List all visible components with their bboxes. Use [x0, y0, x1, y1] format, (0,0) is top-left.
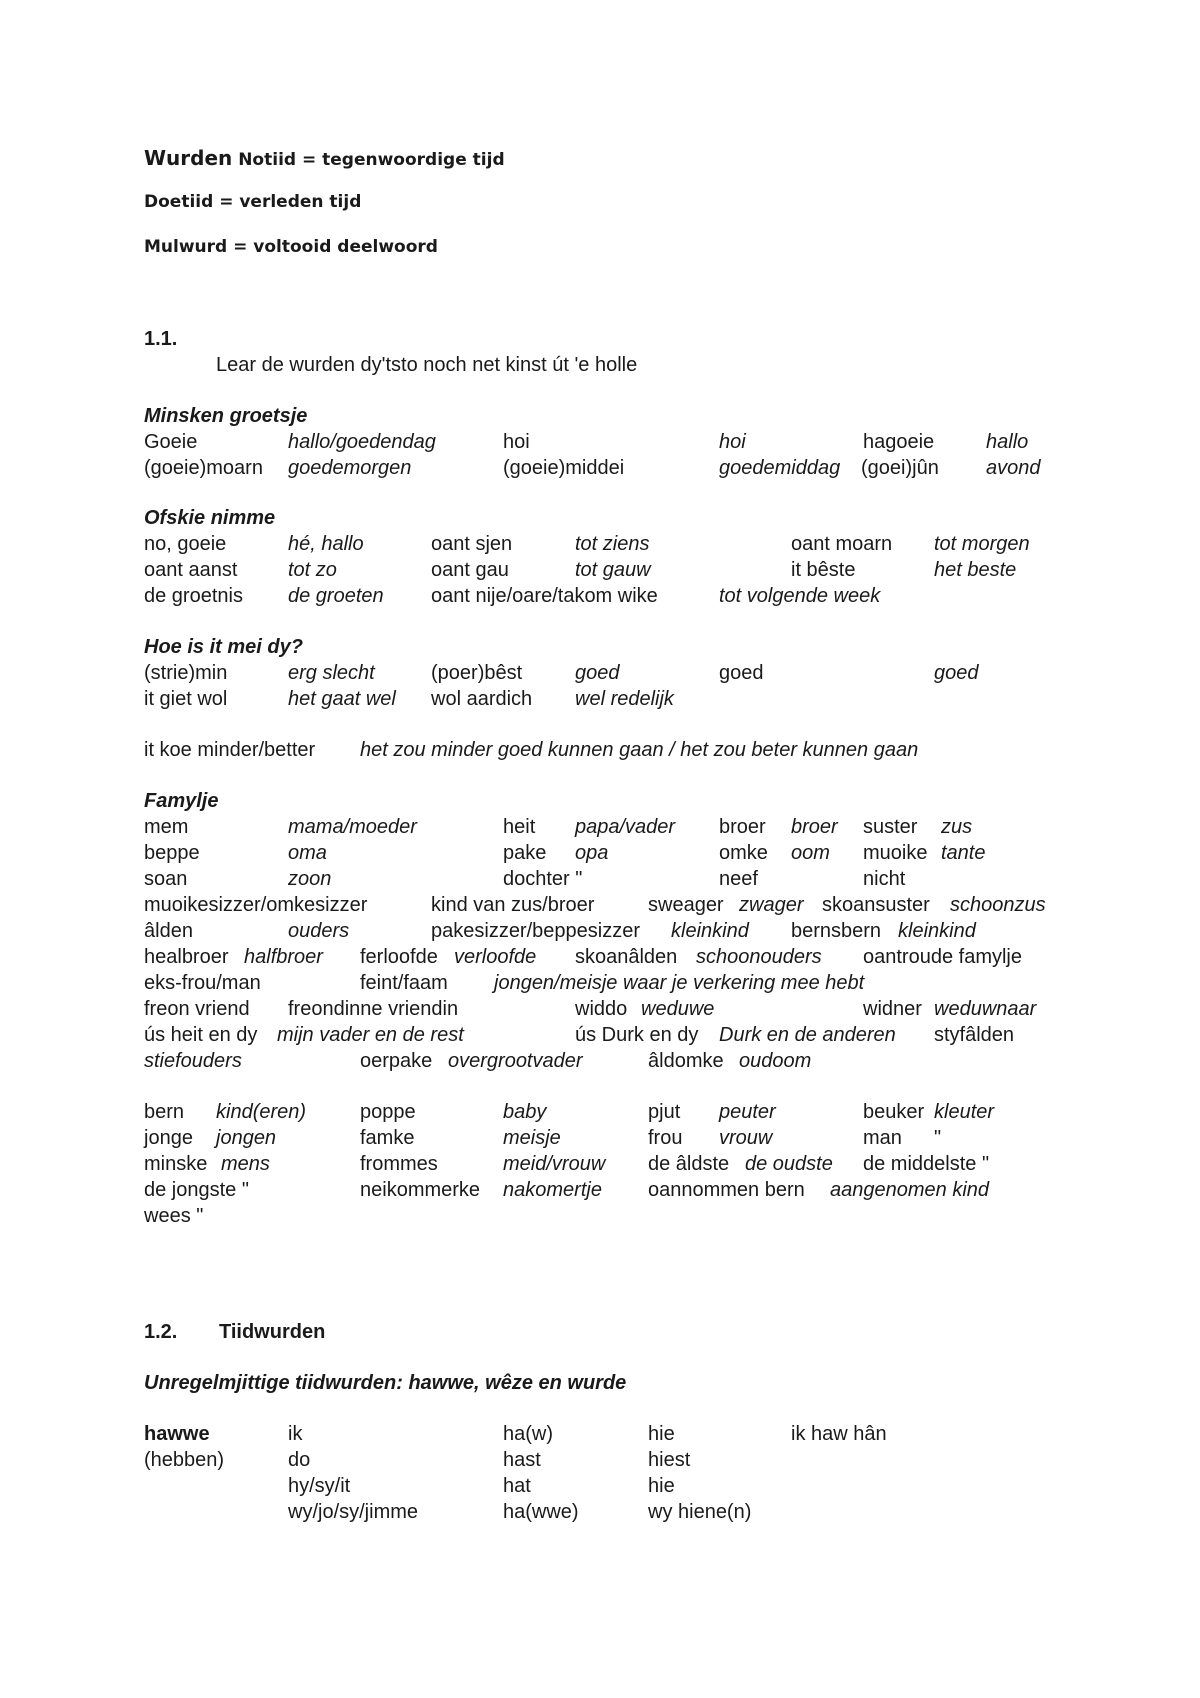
- word-frisian: poppe: [360, 1101, 416, 1123]
- word-dutch: baby: [503, 1101, 547, 1123]
- word-frisian: jonge: [144, 1127, 193, 1149]
- verb-gloss: (hebben): [144, 1449, 225, 1471]
- word-dutch: het beste: [934, 559, 1017, 581]
- word-dutch: mijn vader en de rest: [277, 1024, 464, 1046]
- word-frisian: it bêste: [791, 559, 856, 581]
- pronoun: wy/jo/sy/jimme: [288, 1501, 419, 1523]
- word-frisian: (goeie)moarn: [144, 457, 263, 479]
- header-line-2: Doetiid = verleden tijd: [144, 192, 362, 212]
- word-frisian: frommes: [360, 1153, 438, 1175]
- word-dutch: goedemiddag: [719, 457, 841, 479]
- word-dutch: jongen/meisje waar je verkering mee hebt: [494, 972, 865, 994]
- word-dutch: jongen: [216, 1127, 277, 1149]
- family-heading: [0, 788, 1200, 814]
- word-frisian: pjut: [648, 1101, 681, 1123]
- word-dutch: tot ziens: [575, 533, 650, 555]
- word-dutch: de groeten: [288, 585, 384, 607]
- present-form: hat: [503, 1475, 531, 1497]
- word-frisian: skoanâlden: [575, 946, 678, 968]
- how-row: [0, 660, 1200, 686]
- word-frisian: pake: [503, 842, 547, 864]
- people-row: [0, 1125, 1200, 1151]
- word-frisian: (poer)bêst: [431, 662, 523, 684]
- word-dutch: hoi: [719, 431, 746, 453]
- bye-row: [0, 531, 1200, 557]
- word-frisian: neikommerke: [360, 1179, 481, 1201]
- bye-row: [0, 583, 1200, 609]
- conjugation-row: [0, 1421, 1200, 1447]
- word-frisian: widner: [863, 998, 922, 1020]
- word-dutch: kind(eren): [216, 1101, 307, 1123]
- word-dutch: goed: [934, 662, 979, 684]
- family-row: [0, 1048, 1200, 1074]
- word-frisian: hagoeie: [863, 431, 935, 453]
- how-row: [0, 686, 1200, 712]
- word-dutch: mens: [221, 1153, 270, 1175]
- people-row: [0, 1099, 1200, 1125]
- people-row: [0, 1203, 1200, 1229]
- word-frisian: oant gau: [431, 559, 509, 581]
- header-line-1: [144, 146, 505, 170]
- family-row: [0, 866, 1200, 892]
- past-form: wy hiene(n): [648, 1501, 752, 1523]
- family-row: [0, 1022, 1200, 1048]
- word-dutch: avond: [986, 457, 1041, 479]
- past-form: hie: [648, 1423, 675, 1445]
- pronoun: ik: [288, 1423, 303, 1445]
- word-frisian: soan: [144, 868, 188, 890]
- word-frisian: oant sjen: [431, 533, 513, 555]
- word-frisian: Goeie: [144, 431, 198, 453]
- word-frisian: oerpake: [360, 1050, 433, 1072]
- word-frisian: healbroer: [144, 946, 229, 968]
- word-frisian: it koe minder/better: [144, 739, 316, 761]
- word-dutch: aangenomen kind: [830, 1179, 990, 1201]
- word-dutch: het gaat wel: [288, 688, 396, 710]
- present-form: ha(w): [503, 1423, 554, 1445]
- word-frisian: oant moarn: [791, 533, 893, 555]
- conjugation-row: [0, 1473, 1200, 1499]
- word-frisian: muoike: [863, 842, 928, 864]
- word-frisian: dochter ": [503, 868, 583, 890]
- word-dutch: het zou minder goed kunnen gaan / het zou beter kunnen gaan: [360, 739, 919, 761]
- instruction-text: Lear de wurden dy'tsto noch net kinst út 'e holle: [216, 354, 638, 376]
- pronoun: do: [288, 1449, 311, 1471]
- word-dutch: goedemorgen: [288, 457, 412, 479]
- word-frisian: widdo: [575, 998, 628, 1020]
- greet-heading: [0, 403, 1200, 429]
- word-dutch: opa: [575, 842, 609, 864]
- word-dutch: papa/vader: [575, 816, 676, 838]
- subheading: Ofskie nimme: [144, 507, 276, 529]
- word-frisian: feint/faam: [360, 972, 448, 994]
- word-frisian: sweager: [648, 894, 724, 916]
- word-frisian: oannommen bern: [648, 1179, 805, 1201]
- word-frisian: hoi: [503, 431, 530, 453]
- word-frisian: it giet wol: [144, 688, 228, 710]
- word-frisian: de groetnis: [144, 585, 243, 607]
- word-dutch: halfbroer: [244, 946, 323, 968]
- word-frisian: eks-frou/man: [144, 972, 261, 994]
- word-dutch: oudoom: [739, 1050, 812, 1072]
- word-frisian: heit: [503, 816, 536, 838]
- conjugation-row: [0, 1447, 1200, 1473]
- section-1-1-heading: [0, 326, 1200, 352]
- word-dutch: tot gauw: [575, 559, 651, 581]
- word-frisian: âlden: [144, 920, 193, 942]
- section-1-2-heading: [0, 1319, 1200, 1345]
- word-dutch: kind van zus/broer: [431, 894, 595, 916]
- word-frisian: nicht: [863, 868, 906, 890]
- ditto-mark: ": [934, 1127, 942, 1149]
- word-frisian: de âldste: [648, 1153, 730, 1175]
- word-dutch: wel redelijk: [575, 688, 674, 710]
- word-frisian: famke: [360, 1127, 415, 1149]
- word-dutch: zoon: [288, 868, 332, 890]
- word-dutch: broer: [791, 816, 838, 838]
- word-frisian: de jongste ": [144, 1179, 249, 1201]
- verb-name: hawwe: [144, 1423, 210, 1445]
- greet-row: [0, 429, 1200, 455]
- word-dutch: oom: [791, 842, 830, 864]
- word-frisian: oant aanst: [144, 559, 238, 581]
- instruction-line: [0, 352, 1200, 378]
- word-dutch: ouders: [288, 920, 350, 942]
- word-frisian: (strie)min: [144, 662, 228, 684]
- past-form: hiest: [648, 1449, 691, 1471]
- people-row: [0, 1177, 1200, 1203]
- section-title: Tiidwurden: [219, 1321, 326, 1343]
- family-row: [0, 892, 1200, 918]
- word-dutch: de oudste: [745, 1153, 833, 1175]
- pronoun: hy/sy/it: [288, 1475, 351, 1497]
- word-dutch: tante: [941, 842, 986, 864]
- family-row: [0, 944, 1200, 970]
- bye-row: [0, 557, 1200, 583]
- word-frisian: ferloofde: [360, 946, 438, 968]
- word-dutch: hallo: [986, 431, 1029, 453]
- word-frisian: (goeie)middei: [503, 457, 625, 479]
- header-wurden: Wurden: [144, 146, 233, 170]
- word-dutch: zus: [941, 816, 973, 838]
- perfect-form: ik haw hân: [791, 1423, 887, 1445]
- word-dutch: zwager: [739, 894, 804, 916]
- section-number: 1.1.: [144, 328, 178, 350]
- family-row: [0, 918, 1200, 944]
- subheading: Famylje: [144, 790, 219, 812]
- word-dutch: verloofde: [454, 946, 537, 968]
- family-row: [0, 814, 1200, 840]
- word-frisian: mem: [144, 816, 189, 838]
- word-frisian: neef: [719, 868, 758, 890]
- word-dutch: meid/vrouw: [503, 1153, 606, 1175]
- word-dutch: stiefouders: [144, 1050, 242, 1072]
- word-dutch: goed: [575, 662, 620, 684]
- family-row: [0, 996, 1200, 1022]
- word-dutch: Durk en de anderen: [719, 1024, 896, 1046]
- word-frisian: oant nije/oare/takom wike: [431, 585, 658, 607]
- word-frisian: freondinne vriendin: [288, 998, 459, 1020]
- word-dutch: erg slecht: [288, 662, 375, 684]
- word-frisian: ús Durk en dy: [575, 1024, 699, 1046]
- word-frisian: wol aardich: [431, 688, 533, 710]
- verbs-subheading-line: [0, 1370, 1200, 1396]
- header-line-3: Mulwurd = voltooid deelwoord: [144, 237, 438, 257]
- word-dutch: tot morgen: [934, 533, 1030, 555]
- past-form: hie: [648, 1475, 675, 1497]
- subheading: Hoe is it mei dy?: [144, 636, 303, 658]
- word-frisian: freon vriend: [144, 998, 250, 1020]
- greet-row: [0, 455, 1200, 481]
- word-frisian: ús heit en dy: [144, 1024, 258, 1046]
- word-frisian: beppe: [144, 842, 200, 864]
- family-row: [0, 840, 1200, 866]
- word-dutch: hé, hallo: [288, 533, 364, 555]
- word-frisian: skoansuster: [822, 894, 930, 916]
- word-dutch: hallo/goedendag: [288, 431, 436, 453]
- word-frisian: muoikesizzer/omkesizzer: [144, 894, 368, 916]
- word-dutch: peuter: [719, 1101, 776, 1123]
- word-frisian: (goei)jûn: [861, 457, 939, 479]
- word-dutch: oma: [288, 842, 327, 864]
- word-dutch: kleinkind: [671, 920, 749, 942]
- word-frisian: broer: [719, 816, 766, 838]
- word-frisian: pakesizzer/beppesizzer: [431, 920, 640, 942]
- word-dutch: weduwnaar: [934, 998, 1037, 1020]
- word-dutch: schoonzus: [950, 894, 1046, 916]
- word-dutch: meisje: [503, 1127, 561, 1149]
- word-frisian: goed: [719, 662, 764, 684]
- bye-heading: [0, 505, 1200, 531]
- word-frisian: omke: [719, 842, 768, 864]
- word-dutch: weduwe: [641, 998, 715, 1020]
- word-frisian: oantroude famylje: [863, 946, 1022, 968]
- word-dutch: vrouw: [719, 1127, 773, 1149]
- family-row: [0, 970, 1200, 996]
- word-frisian: suster: [863, 816, 918, 838]
- word-frisian: wees ": [144, 1205, 204, 1227]
- present-form: hast: [503, 1449, 541, 1471]
- subheading: Minsken groetsje: [144, 405, 308, 427]
- word-dutch: mama/moeder: [288, 816, 417, 838]
- how-heading: [0, 634, 1200, 660]
- header-notiid: Notiid = tegenwoordige tijd: [238, 150, 505, 170]
- word-dutch: kleinkind: [898, 920, 976, 942]
- word-frisian: frou: [648, 1127, 683, 1149]
- word-frisian: styfâlden: [934, 1024, 1015, 1046]
- word-frisian: âldomke: [648, 1050, 724, 1072]
- word-frisian: man: [863, 1127, 902, 1149]
- word-frisian: no, goeie: [144, 533, 227, 555]
- section-number: 1.2.: [144, 1321, 178, 1343]
- people-row: [0, 1151, 1200, 1177]
- word-dutch: kleuter: [934, 1101, 995, 1123]
- how-row: [0, 737, 1200, 763]
- word-frisian: minske: [144, 1153, 208, 1175]
- word-dutch: schoonouders: [696, 946, 822, 968]
- word-frisian: bernsbern: [791, 920, 882, 942]
- word-frisian: beuker: [863, 1101, 925, 1123]
- present-form: ha(wwe): [503, 1501, 579, 1523]
- subheading: Unregelmjittige tiidwurden: hawwe, wêze en wurde: [144, 1372, 627, 1394]
- word-dutch: nakomertje: [503, 1179, 602, 1201]
- word-frisian: bern: [144, 1101, 185, 1123]
- word-frisian: de middelste ": [863, 1153, 990, 1175]
- word-dutch: tot volgende week: [719, 585, 881, 607]
- conjugation-row: [0, 1499, 1200, 1525]
- word-dutch: tot zo: [288, 559, 337, 581]
- word-dutch: overgrootvader: [448, 1050, 583, 1072]
